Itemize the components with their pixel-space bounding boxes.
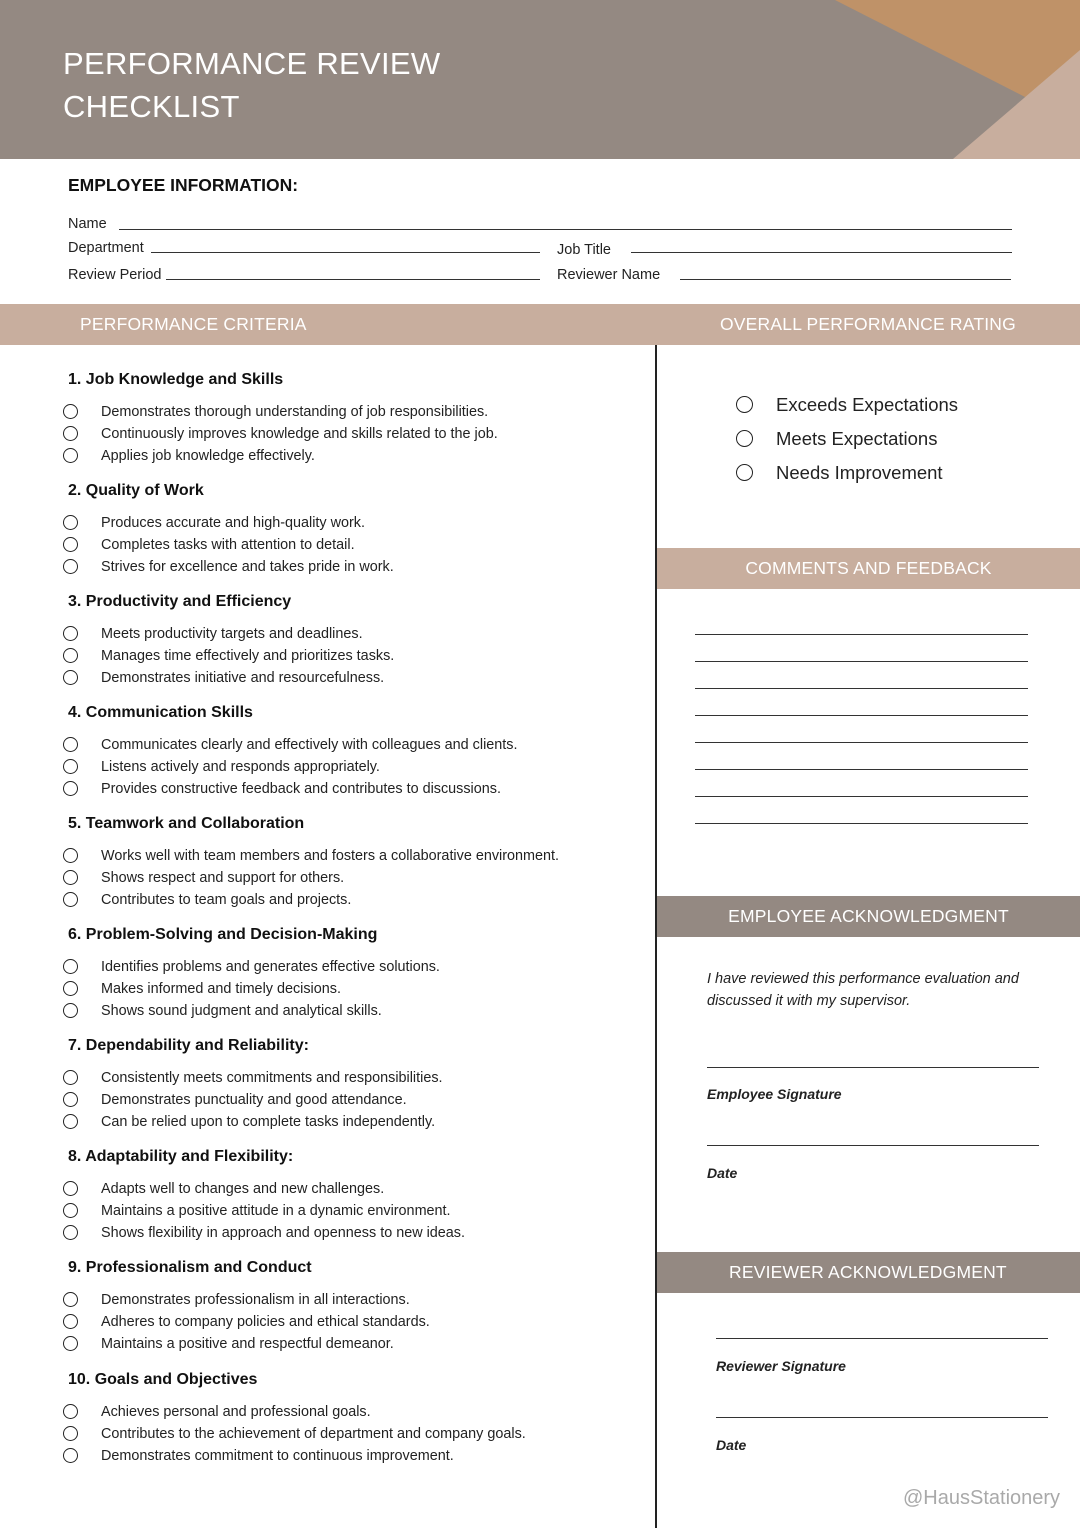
- comment-line[interactable]: [695, 823, 1028, 824]
- radio-circle-icon[interactable]: [63, 1292, 78, 1307]
- criteria-category: [68, 1257, 628, 1355]
- radio-circle-icon[interactable]: [736, 464, 753, 481]
- criteria-item-label: Continuously improves knowledge and skills related to the job.: [101, 426, 498, 442]
- criteria-item-label: Shows flexibility in approach and openness to new ideas.: [101, 1225, 465, 1241]
- employee-signature-field[interactable]: [707, 1067, 1039, 1068]
- employee-date-label: Date: [707, 1165, 738, 1181]
- rating-option-label: Needs Improvement: [776, 462, 943, 483]
- criteria-item[interactable]: [68, 401, 628, 423]
- criteria-item[interactable]: [68, 867, 628, 889]
- category-title: 6. Problem-Solving and Decision-Making: [68, 926, 378, 943]
- criteria-item[interactable]: [68, 423, 628, 445]
- criteria-item-label: Shows sound judgment and analytical skills.: [101, 1003, 382, 1019]
- employee-info-heading: EMPLOYEE INFORMATION:: [68, 175, 299, 195]
- rating-option-exceeds[interactable]: [736, 393, 958, 417]
- watermark: @HausStationery: [903, 1487, 1061, 1509]
- criteria-item[interactable]: [68, 667, 628, 689]
- criteria-item[interactable]: [68, 534, 628, 556]
- radio-circle-icon[interactable]: [63, 537, 78, 552]
- criteria-item-label: Adapts well to changes and new challenges.: [101, 1181, 385, 1197]
- criteria-item-label: Demonstrates commitment to continuous improvement.: [101, 1448, 454, 1464]
- department-field[interactable]: [151, 252, 540, 253]
- criteria-item[interactable]: [68, 1445, 628, 1467]
- reviewer-date-field[interactable]: [716, 1417, 1048, 1418]
- comments-bar: [657, 548, 1080, 589]
- criteria-item-label: Achieves personal and professional goals.: [101, 1404, 371, 1420]
- radio-circle-icon[interactable]: [63, 781, 78, 796]
- comment-line[interactable]: [695, 769, 1028, 770]
- radio-circle-icon[interactable]: [63, 892, 78, 907]
- criteria-item-label: Demonstrates punctuality and good attendance.: [101, 1092, 407, 1108]
- review-period-label: Review Period: [68, 267, 162, 283]
- section-bar-top: [0, 304, 1080, 345]
- criteria-item-label: Contributes to the achievement of department and company goals.: [101, 1426, 526, 1442]
- radio-circle-icon[interactable]: [63, 759, 78, 774]
- reviewer-ack-bar: [657, 1252, 1080, 1293]
- category-title: 7. Dependability and Reliability:: [68, 1037, 309, 1054]
- review-period-field[interactable]: [166, 279, 540, 280]
- criteria-item[interactable]: [68, 978, 628, 1000]
- category-title: 9. Professionalism and Conduct: [68, 1259, 312, 1276]
- radio-circle-icon[interactable]: [63, 426, 78, 441]
- criteria-item[interactable]: [68, 1000, 628, 1022]
- radio-circle-icon[interactable]: [63, 1003, 78, 1018]
- criteria-item[interactable]: [68, 556, 628, 578]
- criteria-item-label: Demonstrates professionalism in all interactions.: [101, 1292, 410, 1308]
- radio-circle-icon[interactable]: [63, 559, 78, 574]
- page-title: [63, 42, 440, 128]
- criteria-category: [68, 702, 628, 800]
- criteria-item-label: Communicates clearly and effectively with colleagues and clients.: [101, 737, 518, 753]
- criteria-item-label: Maintains a positive attitude in a dynamic environment.: [101, 1203, 451, 1219]
- criteria-item[interactable]: [68, 645, 628, 667]
- radio-circle-icon[interactable]: [63, 404, 78, 419]
- radio-circle-icon[interactable]: [63, 1448, 78, 1463]
- criteria-item-label: Applies job knowledge effectively.: [101, 448, 315, 464]
- reviewer-signature-label: Reviewer Signature: [716, 1358, 846, 1374]
- category-title: 8. Adaptability and Flexibility:: [68, 1148, 294, 1165]
- category-title: 1. Job Knowledge and Skills: [68, 371, 284, 388]
- criteria-item-label: Strives for excellence and takes pride in work.: [101, 559, 394, 575]
- criteria-item[interactable]: [68, 1089, 628, 1111]
- radio-circle-icon[interactable]: [63, 1336, 78, 1351]
- radio-circle-icon[interactable]: [63, 1114, 78, 1129]
- overall-rating-heading: OVERALL PERFORMANCE RATING: [720, 314, 1016, 334]
- criteria-category: [68, 480, 628, 578]
- radio-circle-icon[interactable]: [63, 737, 78, 752]
- radio-circle-icon[interactable]: [63, 670, 78, 685]
- criteria-category: [68, 1146, 628, 1244]
- radio-circle-icon[interactable]: [63, 1225, 78, 1240]
- criteria-item-label: Makes informed and timely decisions.: [101, 981, 341, 997]
- employee-date-field[interactable]: [707, 1145, 1039, 1146]
- category-title: 3. Productivity and Efficiency: [68, 593, 292, 610]
- rating-option-label: Meets Expectations: [776, 428, 938, 449]
- criteria-item[interactable]: [68, 445, 628, 467]
- criteria-category: [68, 813, 628, 911]
- radio-circle-icon[interactable]: [63, 448, 78, 463]
- criteria-category: [68, 1035, 628, 1133]
- criteria-item-label: Meets productivity targets and deadlines.: [101, 626, 363, 642]
- comment-line[interactable]: [695, 634, 1028, 635]
- radio-circle-icon[interactable]: [63, 1092, 78, 1107]
- radio-circle-icon[interactable]: [736, 430, 753, 447]
- radio-circle-icon[interactable]: [63, 1314, 78, 1329]
- criteria-category: [68, 1369, 628, 1467]
- criteria-item-label: Can be relied upon to complete tasks independently.: [101, 1114, 436, 1130]
- criteria-item-label: Adheres to company policies and ethical standards.: [101, 1314, 430, 1330]
- radio-circle-icon[interactable]: [63, 1426, 78, 1441]
- rating-option-meets[interactable]: [736, 427, 937, 451]
- criteria-item-label: Produces accurate and high-quality work.: [101, 515, 365, 531]
- job-title-label: Job Title: [557, 242, 611, 258]
- comment-line[interactable]: [695, 742, 1028, 743]
- criteria-item[interactable]: [68, 1311, 628, 1333]
- category-title: 2. Quality of Work: [68, 482, 204, 499]
- criteria-item-label: Completes tasks with attention to detail.: [101, 537, 355, 553]
- title-line-2: CHECKLIST: [63, 89, 240, 124]
- criteria-item[interactable]: [68, 845, 628, 867]
- reviewer-name-field[interactable]: [680, 279, 1011, 280]
- comment-line[interactable]: [695, 688, 1028, 689]
- criteria-item[interactable]: [68, 1289, 628, 1311]
- reviewer-date-label: Date: [716, 1437, 747, 1453]
- radio-circle-icon[interactable]: [63, 515, 78, 530]
- category-title: 5. Teamwork and Collaboration: [68, 815, 305, 832]
- criteria-item[interactable]: [68, 1222, 628, 1244]
- criteria-item-label: Manages time effectively and prioritizes tasks.: [101, 648, 395, 664]
- criteria-item[interactable]: [68, 1333, 628, 1355]
- criteria-item-label: Maintains a positive and respectful demeanor.: [101, 1336, 394, 1352]
- comment-line[interactable]: [695, 661, 1028, 662]
- department-label: Department: [68, 240, 144, 256]
- criteria-item-label: Provides constructive feedback and contributes to discussions.: [101, 781, 501, 797]
- name-label: Name: [68, 216, 107, 232]
- radio-circle-icon[interactable]: [63, 648, 78, 663]
- radio-circle-icon[interactable]: [63, 981, 78, 996]
- criteria-item-label: Identifies problems and generates effective solutions.: [101, 959, 440, 975]
- radio-circle-icon[interactable]: [63, 626, 78, 641]
- radio-circle-icon[interactable]: [63, 870, 78, 885]
- reviewer-name-label: Reviewer Name: [557, 267, 661, 283]
- radio-circle-icon[interactable]: [63, 1203, 78, 1218]
- criteria-item[interactable]: [68, 1423, 628, 1445]
- reviewer-ack-heading: REVIEWER ACKNOWLEDGMENT: [729, 1262, 1007, 1282]
- radio-circle-icon[interactable]: [63, 1070, 78, 1085]
- reviewer-signature-field[interactable]: [716, 1338, 1048, 1339]
- criteria-item[interactable]: [68, 512, 628, 534]
- criteria-item-label: Shows respect and support for others.: [101, 870, 345, 886]
- category-title: 4. Communication Skills: [68, 704, 253, 721]
- criteria-item-label: Demonstrates thorough understanding of job responsibilities.: [101, 404, 489, 420]
- header-banner: [0, 0, 1080, 159]
- performance-criteria-heading: PERFORMANCE CRITERIA: [80, 314, 307, 334]
- criteria-item[interactable]: [68, 956, 628, 978]
- job-title-field[interactable]: [631, 252, 1012, 253]
- rating-option-needs-improvement[interactable]: [736, 461, 943, 485]
- criteria-item[interactable]: [68, 623, 628, 645]
- criteria-item-label: Contributes to team goals and projects.: [101, 892, 352, 908]
- criteria-category: [68, 369, 628, 467]
- comments-heading: COMMENTS AND FEEDBACK: [745, 558, 992, 578]
- criteria-item[interactable]: [68, 1111, 628, 1133]
- criteria-item-label: Listens actively and responds appropriately.: [101, 759, 380, 775]
- criteria-category: [68, 591, 628, 689]
- radio-circle-icon[interactable]: [63, 959, 78, 974]
- criteria-item-label: Demonstrates initiative and resourcefulness.: [101, 670, 385, 686]
- radio-circle-icon[interactable]: [736, 396, 753, 413]
- category-title: 10. Goals and Objectives: [68, 1371, 258, 1388]
- criteria-item[interactable]: [68, 756, 628, 778]
- rating-option-label: Exceeds Expectations: [776, 394, 959, 415]
- radio-circle-icon[interactable]: [63, 1181, 78, 1196]
- radio-circle-icon[interactable]: [63, 848, 78, 863]
- criteria-category: [68, 924, 628, 1022]
- criteria-item[interactable]: [68, 1178, 628, 1200]
- comment-line[interactable]: [695, 715, 1028, 716]
- criteria-item-label: Works well with team members and fosters a collaborative environment.: [101, 848, 560, 864]
- employee-ack-heading: EMPLOYEE ACKNOWLEDGMENT: [728, 906, 1009, 926]
- criteria-item[interactable]: [68, 1401, 628, 1423]
- comment-line[interactable]: [695, 796, 1028, 797]
- criteria-item[interactable]: [68, 889, 628, 911]
- criteria-item[interactable]: [68, 1200, 628, 1222]
- name-field[interactable]: [119, 229, 1012, 230]
- employee-ack-bar: [657, 896, 1080, 937]
- criteria-item[interactable]: [68, 778, 628, 800]
- employee-signature-label: Employee Signature: [707, 1086, 842, 1102]
- criteria-item-label: Consistently meets commitments and responsibilities.: [101, 1070, 443, 1086]
- criteria-item[interactable]: [68, 734, 628, 756]
- title-line-1: PERFORMANCE REVIEW: [63, 46, 441, 81]
- criteria-item[interactable]: [68, 1067, 628, 1089]
- employee-ack-statement: I have reviewed this performance evaluation and discussed it with my supervisor.: [707, 971, 1019, 1009]
- radio-circle-icon[interactable]: [63, 1404, 78, 1419]
